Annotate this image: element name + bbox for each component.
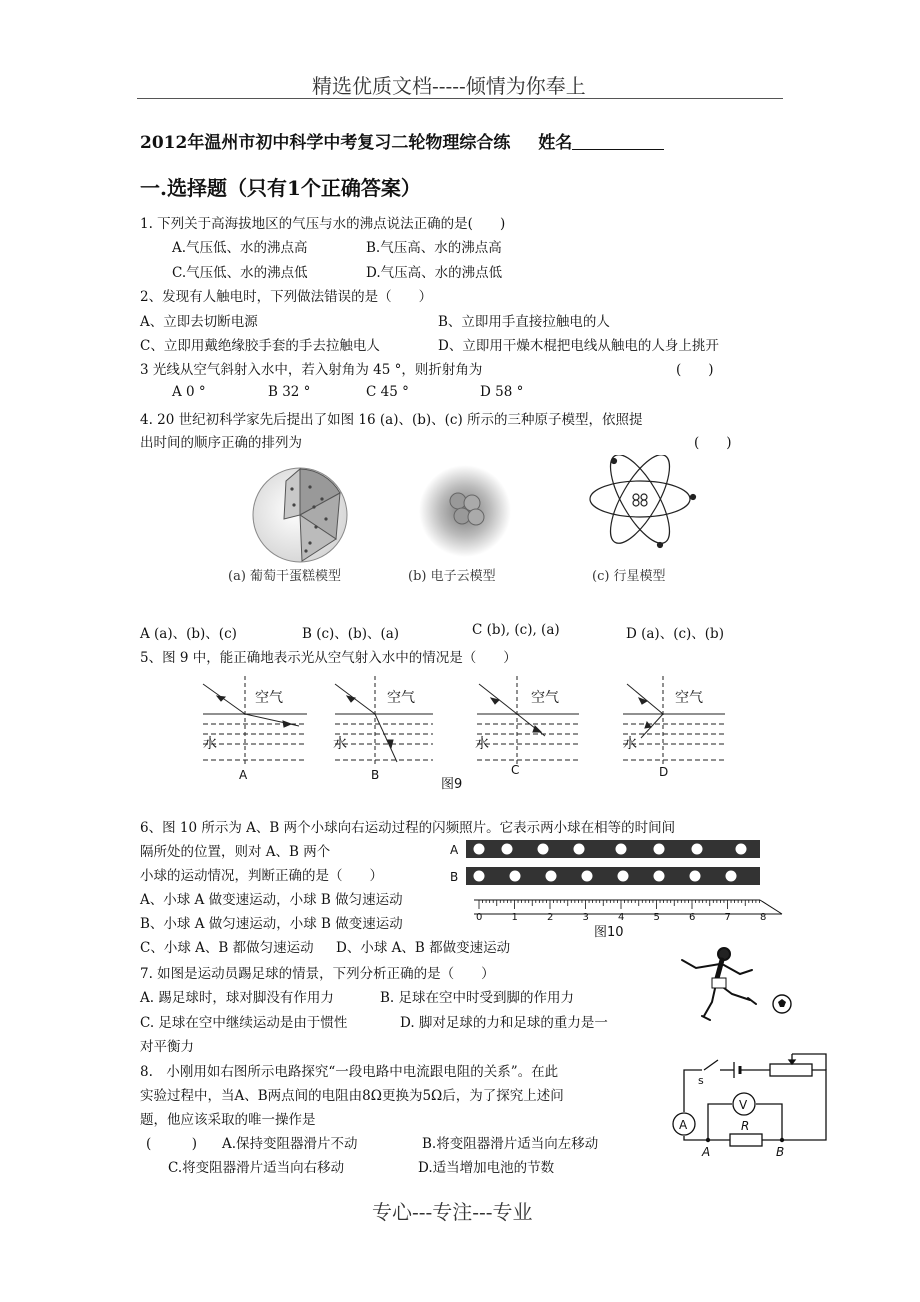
q4-paren: ( ): [694, 435, 732, 451]
ruler-tick-label: 4: [618, 912, 625, 923]
figure-9-caption: 图9: [441, 777, 463, 792]
ball-a: [692, 844, 703, 855]
panel-label-c: C: [511, 763, 520, 777]
ball-b: [474, 871, 485, 882]
refraction-panel-d: [623, 676, 725, 766]
ball-b: [546, 871, 557, 882]
q1-option-c: C.气压低、水的沸点低: [172, 265, 308, 281]
title-text: 2012年温州市初中科学中考复习二轮物理综合练: [140, 133, 511, 153]
q3-option-b: B 32 °: [268, 384, 311, 400]
ruler-tick-label: 3: [582, 912, 589, 923]
refraction-panel-c: [477, 676, 579, 766]
air-label-d: 空气: [675, 690, 703, 706]
q2-stem: 2、发现有人触电时，下列做法错误的是（ ）: [140, 289, 433, 305]
q1-stem: 1. 下列关于高海拔地区的气压与水的沸点说法正确的是( ): [140, 216, 506, 232]
section-heading: 一.选择题（只有1个正确答案）: [140, 176, 421, 200]
ruler-tick-label: 8: [760, 912, 767, 923]
planetary-model-image: [590, 455, 696, 551]
circuit-diagram: [662, 1048, 832, 1162]
header-rule: [137, 98, 783, 99]
node-b: [780, 1138, 784, 1142]
plum-pudding-model-image: [253, 468, 347, 562]
q3-paren: ( ): [676, 362, 714, 378]
q7-option-a: A. 踢足球时，球对脚没有作用力: [140, 990, 334, 1006]
refraction-figure: [195, 676, 740, 794]
q8-stem-line1: 8. 小刚用如右图所示电路探究“一段电路中电流跟电阻的关系”。在此: [140, 1064, 559, 1080]
q3-option-a: A 0 °: [172, 384, 206, 400]
q2-option-b: B、立即用手直接拉触电的人: [438, 314, 610, 330]
water-label-a: 水: [203, 736, 217, 752]
q6-option-d: D、小球 A、B 都做变速运动: [336, 940, 511, 956]
q7-option-d: D. 脚对足球的力和足球的重力是一: [400, 1015, 608, 1031]
q2-option-a: A、立即去切断电源: [140, 314, 258, 330]
air-label-b: 空气: [387, 690, 415, 706]
ammeter-label: A: [679, 1118, 688, 1132]
ruler-tick-label: 2: [547, 912, 554, 923]
q4-option-c: C (b), (c), (a): [472, 622, 560, 638]
q3-option-c: C 45 °: [366, 384, 409, 400]
q6-stem-line3: 小球的运动情况，判断正确的是（ ）: [140, 868, 383, 884]
ball-b: [618, 871, 629, 882]
rheostat: [770, 1064, 812, 1076]
q8-option-a: A.保持变阻器滑片不动: [222, 1136, 358, 1152]
water-label-c: 水: [475, 736, 489, 752]
q7-stem: 7. 如图是运动员踢足球的情景，下列分析正确的是（ ）: [140, 966, 495, 982]
ball-a: [654, 844, 665, 855]
q7-option-d-cont: 对平衡力: [140, 1039, 194, 1055]
q1-option-b: B.气压高、水的沸点高: [366, 240, 502, 256]
water-label-b: 水: [333, 736, 347, 752]
q8-stem-line3: 题，他应该采取的唯一操作是: [140, 1112, 316, 1128]
q4-option-a: A (a)、(b)、(c): [140, 626, 237, 642]
resistor-r: [730, 1134, 762, 1146]
panel-label-b: B: [371, 768, 380, 782]
q2-option-c: C、立即用戴绝缘胶手套的手去拉触电人: [140, 338, 380, 354]
water-label-d: 水: [623, 736, 637, 752]
page-footer: 专心---专注---专业: [372, 1200, 533, 1224]
ball-a: [736, 844, 747, 855]
refraction-panel-b: [335, 676, 433, 766]
air-label-c: 空气: [531, 690, 559, 706]
ball-b: [510, 871, 521, 882]
ruler-tick-label: 1: [511, 912, 518, 923]
q8-stem-line2: 实验过程中，当A、B两点间的电阻由8Ω更换为5Ω后，为了探究上述问: [140, 1088, 564, 1104]
q4-stem-line1: 4. 20 世纪初科学家先后提出了如图 16 (a)、(b)、(c) 所示的三种原子模型，依照提: [140, 412, 643, 428]
q1-option-d: D.气压高、水的沸点低: [366, 265, 503, 281]
switch-label: s: [698, 1074, 704, 1087]
q3-option-d: D 58 °: [480, 384, 524, 400]
q8-option-b: B.将变阻器滑片适当向左移动: [422, 1136, 599, 1152]
q6-option-a: A、小球 A 做变速运动，小球 B 做匀速运动: [140, 892, 403, 908]
resistor-label: R: [741, 1119, 750, 1133]
electron-cloud-model-image: [419, 465, 511, 557]
point-a-label: A: [702, 1145, 711, 1159]
strip-b-label: B: [450, 870, 459, 884]
air-label-a: 空气: [255, 690, 283, 706]
q4-stem-line2: 出时间的顺序正确的排列为: [140, 435, 302, 451]
q8-option-d: D.适当增加电池的节数: [418, 1160, 555, 1176]
page-header: 精选优质文档-----倾情为你奉上: [312, 74, 586, 98]
switch-s: [704, 1060, 718, 1070]
ball-b: [582, 871, 593, 882]
q4-option-d: D (a)、(c)、(b): [626, 626, 724, 642]
panel-label-d: D: [659, 765, 669, 779]
ruler-tick-label: 6: [689, 912, 696, 923]
ball-a: [616, 844, 627, 855]
q8-option-c: C.将变阻器滑片适当向右移动: [168, 1160, 345, 1176]
q7-option-c: C. 足球在空中继续运动是由于惯性: [140, 1015, 348, 1031]
q4-option-b: B (c)、(b)、(a): [302, 626, 400, 642]
q8-paren: ( ): [146, 1136, 198, 1152]
soccer-player-image: [676, 944, 800, 1028]
ball-a: [474, 844, 485, 855]
q1-option-a: A.气压低、水的沸点高: [172, 240, 308, 256]
ball-b: [654, 871, 665, 882]
page-title: [140, 128, 664, 153]
node-a: [706, 1138, 710, 1142]
q3-stem: 3 光线从空气斜射入水中，若入射角为 45 °，则折射角为: [140, 362, 483, 378]
flash-photo-figure: [448, 836, 783, 944]
ball-a: [538, 844, 549, 855]
name-label: 姓名: [538, 133, 573, 153]
ball-b: [690, 871, 701, 882]
voltmeter-label: V: [739, 1098, 748, 1112]
soccer-ball: [773, 995, 791, 1013]
atom-models-figure: [240, 455, 700, 615]
q6-stem-line2: 隔所处的位置，则对 A、B 两个: [140, 844, 331, 860]
ruler-tick-label: 0: [476, 912, 483, 923]
ball-a: [574, 844, 585, 855]
caption-c: (c) 行星模型: [592, 569, 666, 584]
caption-a: (a) 葡萄干蛋糕模型: [228, 569, 342, 584]
q6-stem-line1: 6、图 10 所示为 A、B 两个小球向右运动过程的闪频照片。它表示两小球在相等的时间间: [140, 820, 676, 836]
strip-a-label: A: [450, 843, 459, 857]
q7-option-b: B. 足球在空中时受到脚的作用力: [380, 990, 575, 1006]
q2-option-d: D、立即用干燥木棍把电线从触电的人身上挑开: [438, 338, 719, 354]
ball-a: [502, 844, 513, 855]
ruler-tick-label: 5: [653, 912, 660, 923]
panel-label-a: A: [239, 768, 248, 782]
q5-stem: 5、图 9 中，能正确地表示光从空气射入水中的情况是（ ）: [140, 650, 517, 666]
q6-option-c: C、小球 A、B 都做匀速运动: [140, 940, 314, 956]
ball-b: [726, 871, 737, 882]
ruler-tick-label: 7: [724, 912, 731, 923]
figure-10-caption: 图10: [594, 925, 624, 940]
name-blank: [572, 149, 664, 150]
point-b-label: B: [776, 1145, 785, 1159]
q6-option-b: B、小球 A 做匀速运动，小球 B 做变速运动: [140, 916, 403, 932]
caption-b: (b) 电子云模型: [408, 569, 496, 584]
